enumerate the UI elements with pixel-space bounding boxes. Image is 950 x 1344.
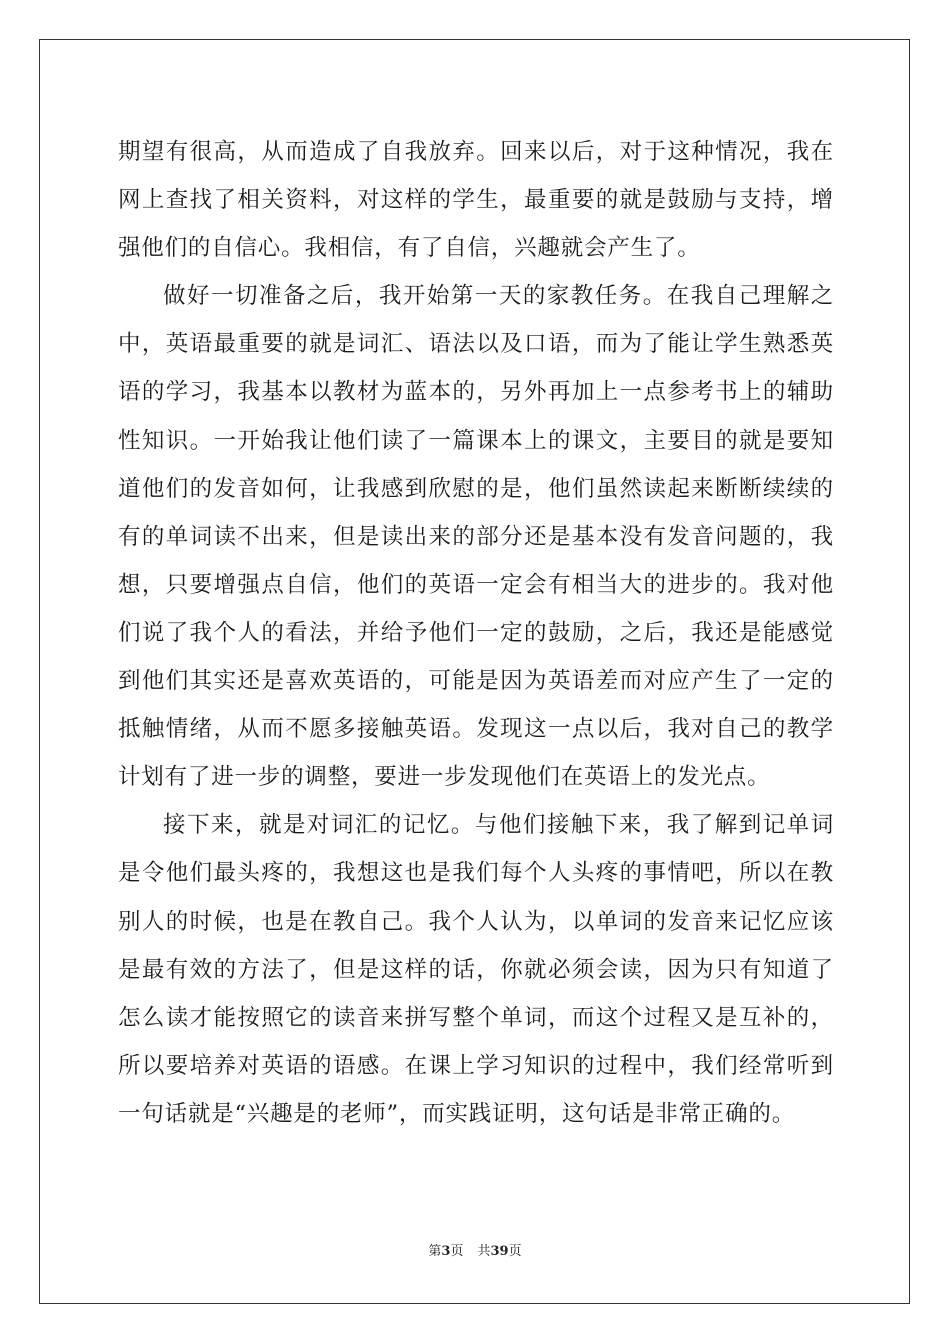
total-prefix: 共 (477, 1244, 491, 1259)
document-body (118, 128, 834, 1138)
page-prefix: 第 (428, 1244, 442, 1259)
paragraph-2: 做好一切准备之后，我开始第一天的家教任务。在我自己理解之中，英语最重要的就是词汇、语法以及口语，而为了能让学生熟悉英语的学习，我基本以教材为蓝本的，另外再加上一点参考书上的辅助性知识。一开始我让他们读了一篇课本上的课文，主要目的就是要知道他们的发音如何，让我感到欣慰的是，他们虽然读起来断断续续的有的单词读不出来，但是读出来的部分还是基本没有发音问题的，我想，只要增强点自信，他们的英语一定会有相当大的进步的。我对他们说了我个人的看法，并给予他们一定的鼓励，之后，我还是能感觉到他们其实还是喜欢英语的，可能是因为英语差而对应产生了一定的抵触情绪，从而不愿多接触英语。发现这一点以后，我对自己的教学计划有了进一步的调整，要进一步发现他们在英语上的发光点。 (118, 283, 834, 791)
paragraph-1: 期望有很高，从而造成了自我放弃。回来以后，对于这种情况，我在网上查找了相关资料，对这样的学生，最重要的就是鼓励与支持，增强他们的自信心。我相信，有了自信，兴趣就会产生了。 (118, 139, 834, 262)
total-pages: 39 (490, 1244, 509, 1259)
page-number: 3 (441, 1244, 451, 1259)
page-footer (0, 1243, 950, 1261)
total-suffix: 页 (508, 1244, 522, 1259)
page-suffix: 页 (450, 1244, 464, 1259)
paragraph-3: 接下来，就是对词汇的记忆。与他们接触下来，我了解到记单词是令他们最头疼的，我想这也是我们每个人头疼的事情吧，所以在教别人的时候，也是在教自己。我个人认为，以单词的发音来记忆应该是最有效的方法了，但是这样的话，你就必须会读，因为只有知道了怎么读才能按照它的读音来拼写整个单词，而这个过程又是互补的，所以要培养对英语的语感。在课上学习知识的过程中，我们经常听到一句话就是“兴趣是的老师”，而实践证明，这句话是非常正确的。 (118, 812, 834, 1127)
